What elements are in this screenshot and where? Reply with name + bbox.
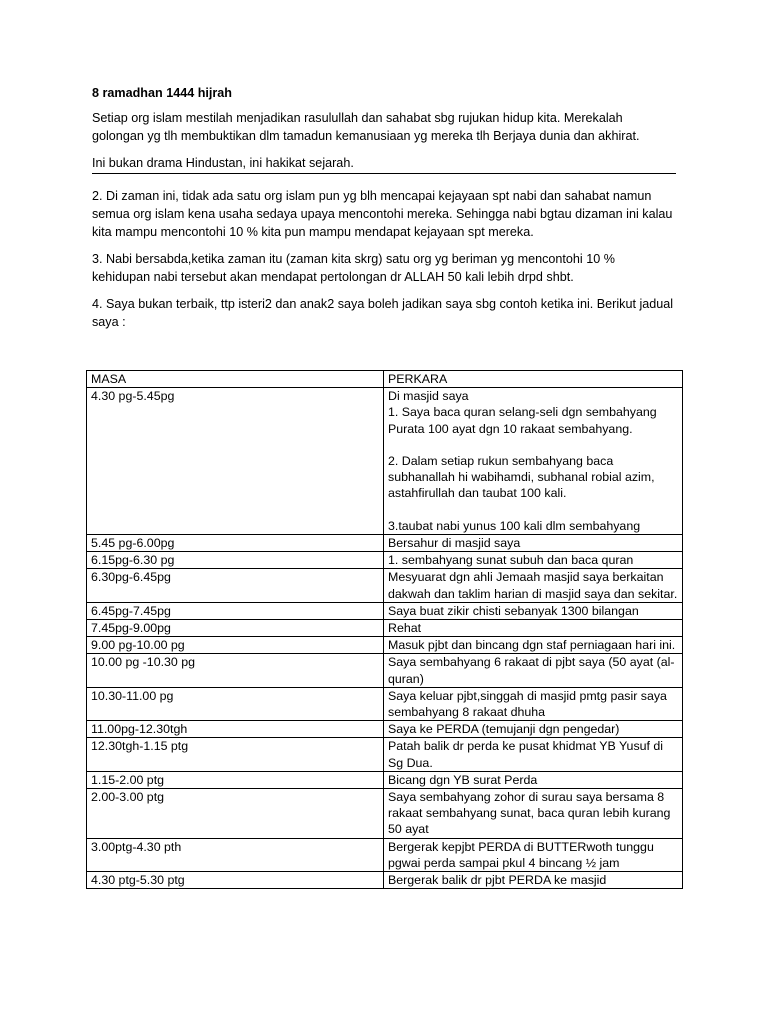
cell-text-line: Mesyuarat dgn ahli Jemaah masjid saya berkaitan dakwah dan taklim harian di masjid saya dan sekitar. — [388, 570, 678, 601]
cell-text-line: Patah balik dr perda ke pusat khidmat YB Yusuf di Sg Dua. — [388, 739, 667, 770]
cell-perkara — [384, 687, 683, 720]
table-row — [87, 620, 683, 637]
cell-masa: 11.00pg-12.30tgh — [87, 721, 384, 738]
cell-masa: 6.30pg-6.45pg — [87, 569, 384, 602]
table-row — [87, 535, 683, 552]
cell-text-line: Saya sembahyang zohor di surau saya bersama 8 rakaat sembahyang sunat, baca quran lebih kurang 50 ayat — [388, 790, 674, 837]
table-row — [87, 738, 683, 771]
cell-blank-line — [388, 502, 678, 518]
cell-masa: 6.45pg-7.45pg — [87, 602, 384, 619]
cell-perkara — [384, 721, 683, 738]
cell-masa: 9.00 pg-10.00 pg — [87, 637, 384, 654]
schedule-table — [86, 370, 683, 889]
cell-masa: 3.00ptg-4.30 pth — [87, 838, 384, 871]
document-body — [92, 84, 676, 340]
cell-text-line: Masuk pjbt dan bincang dgn staf perniagaan hari ini. — [388, 638, 676, 653]
cell-masa: 5.45 pg-6.00pg — [87, 535, 384, 552]
cell-blank-line — [388, 437, 678, 453]
cell-perkara — [384, 872, 683, 889]
table-row — [87, 654, 683, 687]
cell-masa: 10.00 pg -10.30 pg — [87, 654, 384, 687]
table-row — [87, 602, 683, 619]
schedule-table-body — [87, 388, 683, 889]
cell-masa: 1.15-2.00 ptg — [87, 771, 384, 788]
cell-text-line: Di masjid saya — [388, 389, 469, 404]
cell-text-line: Bergerak balik dr pjbt PERDA ke masjid — [388, 873, 607, 888]
cell-perkara — [384, 738, 683, 771]
cell-perkara — [384, 535, 683, 552]
cell-masa: 2.00-3.00 ptg — [87, 789, 384, 839]
cell-text-line: Saya buat zikir chisti sebanyak 1300 bilangan — [388, 603, 639, 618]
header-perkara: PERKARA — [384, 371, 683, 388]
table-row — [87, 838, 683, 871]
cell-perkara — [384, 789, 683, 839]
paragraph-intro: Setiap org islam mestilah menjadikan rasulullah dan sahabat sbg rujukan hidup kita. Merekalah golongan yg tlh membuktikan dlm tamadun kemanusiaan yg mereka tlh Berjaya dunia dan akhirat. — [92, 111, 640, 143]
table-row — [87, 687, 683, 720]
cell-text-line: Bergerak kepjbt PERDA di BUTTERwoth tunggu pgwai perda sampai pkul 4 bincang ½ jam — [388, 839, 658, 870]
table-row — [87, 721, 683, 738]
cell-text-line: 1. sembahyang sunat subuh dan baca quran — [388, 553, 634, 568]
cell-text-line: Rehat — [388, 621, 422, 636]
cell-perkara — [384, 838, 683, 871]
cell-perkara — [384, 602, 683, 619]
table-row — [87, 637, 683, 654]
table-row — [87, 771, 683, 788]
header-masa: MASA — [87, 371, 384, 388]
cell-perkara — [384, 569, 683, 602]
document-heading: 8 ramadhan 1444 hijrah — [92, 86, 232, 100]
cell-text-line: Saya keluar pjbt,singgah di masjid pmtg pasir saya sembahyang 8 rakaat dhuha — [388, 688, 671, 720]
cell-masa: 4.30 ptg-5.30 ptg — [87, 872, 384, 889]
cell-perkara — [384, 620, 683, 637]
table-header-row — [87, 371, 683, 388]
cell-text-line: Bersahur di masjid saya — [388, 536, 521, 550]
cell-text-line: 2. Dalam setiap rukun sembahyang baca subhanallah hi wabihamdi, subhanal robial azim, astahfirullah dan taubat 100 kali. — [388, 454, 659, 501]
cell-perkara — [384, 771, 683, 788]
cell-perkara — [384, 552, 683, 569]
paragraph-underlined: Ini bukan drama Hindustan, ini hakikat sejarah. — [92, 154, 676, 174]
cell-masa: 6.15pg-6.30 pg — [87, 552, 384, 569]
cell-perkara — [384, 637, 683, 654]
table-row — [87, 872, 683, 889]
paragraph-2: 2. Di zaman ini, tidak ada satu org islam pun yg blh mencapai kejayaan spt nabi dan sahabat namun semua org islam kena usaha sedaya upaya mencontohi mereka. Sehingga nabi bgtau dizaman ini kalau kita mampu mencontohi 10 % kita pun mampu mendapat kejayaan spt mereka. — [92, 189, 673, 239]
paragraph-3: 3. Nabi bersabda,ketika zaman itu (zaman kita skrg) satu org yg beriman yg mencontohi 10 % kehidupan nabi tersebut akan mendapat pertolongan dr ALLAH 50 kali lebih drpd shbt. — [92, 252, 615, 284]
cell-text-line: Saya ke PERDA (temujanji dgn pengedar) — [388, 722, 620, 737]
cell-masa: 12.30tgh-1.15 ptg — [87, 738, 384, 771]
cell-masa: 7.45pg-9.00pg — [87, 620, 384, 637]
table-row — [87, 789, 683, 839]
cell-text-line: 1. Saya baca quran selang-seli dgn sembahyang Purata 100 ayat dgn 10 rakaat sembahyang. — [388, 405, 661, 436]
table-row — [87, 552, 683, 569]
cell-perkara — [384, 388, 683, 535]
cell-text-line: 3.taubat nabi yunus 100 kali dlm sembahyang — [388, 518, 641, 533]
table-row — [87, 388, 683, 535]
cell-text-line: Bicang dgn YB surat Perda — [388, 772, 538, 787]
cell-text-line: Saya sembahyang 6 rakaat di pjbt saya (50 ayat (al-quran) — [388, 655, 675, 686]
cell-perkara — [384, 654, 683, 687]
cell-masa: 10.30-11.00 pg — [87, 687, 384, 720]
cell-masa: 4.30 pg-5.45pg — [87, 388, 384, 535]
paragraph-4: 4. Saya bukan terbaik, ttp isteri2 dan anak2 saya boleh jadikan saya sbg contoh ketika ini. Berikut jadual saya : — [92, 297, 674, 329]
table-row — [87, 569, 683, 602]
